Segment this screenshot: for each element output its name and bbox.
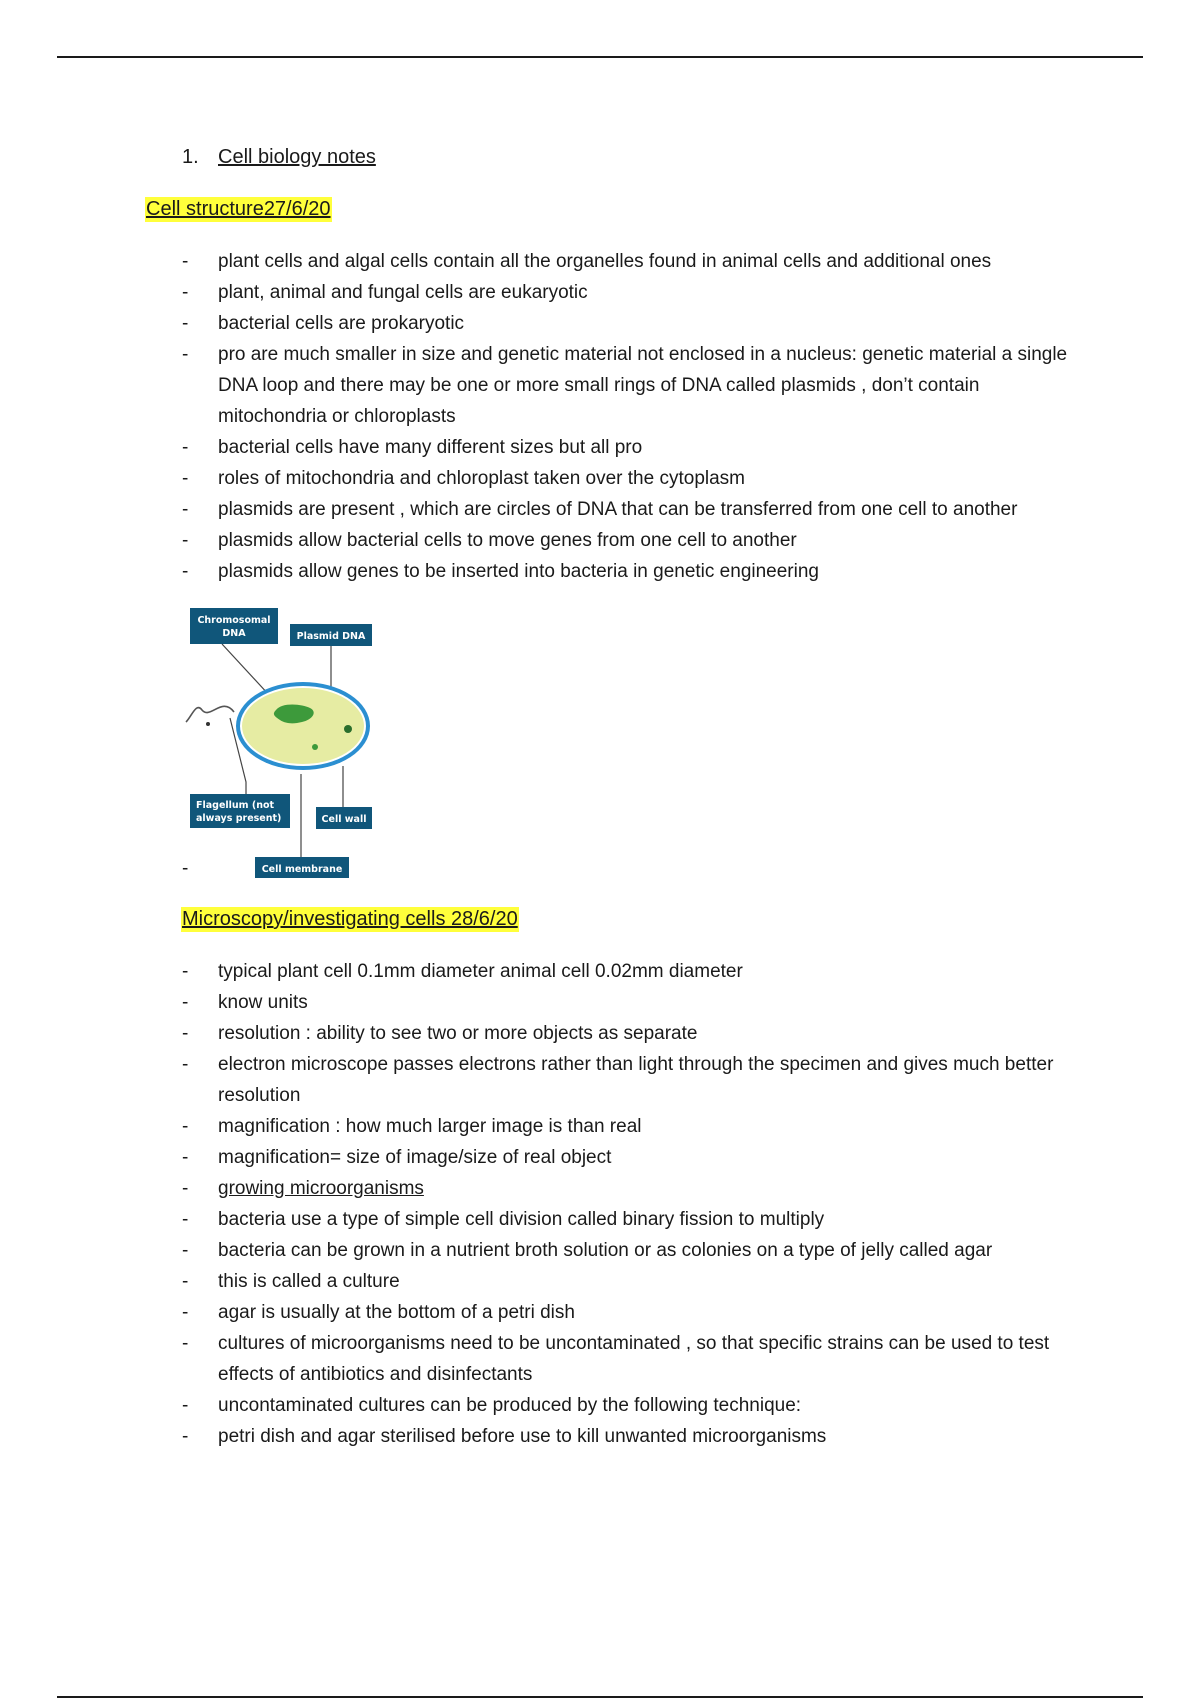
label-plasmid-dna: Plasmid DNA — [296, 631, 366, 642]
list-item — [182, 556, 1082, 587]
bullet-dash: - — [182, 344, 189, 365]
list-item-text: plant, animal and fungal cells are eukaryotic — [218, 282, 588, 303]
cell-structure-list — [182, 246, 1082, 587]
list-item-text: this is called a culture — [218, 1271, 400, 1292]
list-item-text: growing microorganisms — [218, 1178, 424, 1199]
list-item — [182, 1111, 1082, 1142]
list-item-text: petri dish and agar sterilised before use to kill unwanted microorganisms — [218, 1426, 827, 1447]
list-item-text: electron microscope passes electrons rather than light through the specimen and gives much better resolution — [218, 1054, 1054, 1106]
list-item-text: magnification : how much larger image is than real — [218, 1116, 642, 1137]
list-item — [182, 1049, 1082, 1111]
list-item-text: plasmids allow bacterial cells to move genes from one cell to another — [218, 530, 797, 551]
bullet-dash: - — [182, 1023, 189, 1044]
ribosome-dot — [312, 744, 318, 750]
bullet-dash: - — [182, 1395, 189, 1416]
list-item-text: resolution : ability to see two or more objects as separate — [218, 1023, 698, 1044]
list-item — [182, 1204, 1082, 1235]
flagellum-shape — [186, 706, 234, 722]
list-item-text: pro are much smaller in size and genetic material not enclosed in a nucleus: genetic material a single DNA loop and there may be one or more small rings of DNA called plasmids , don’t contain mitochondria or chloroplasts — [218, 344, 1068, 427]
label-chromosomal-dna-line2: DNA — [222, 628, 246, 639]
bullet-dash: - — [182, 1054, 189, 1075]
bullet-dash: - — [182, 437, 189, 458]
section-title-microscopy: Microscopy/investigating cells 28/6/20 — [182, 908, 518, 930]
list-item — [182, 494, 1082, 525]
list-item-text: agar is usually at the bottom of a petri dish — [218, 1302, 575, 1323]
list-item — [182, 1297, 1082, 1328]
bacterial-cell-diagram — [182, 606, 382, 882]
list-item — [182, 956, 1082, 987]
list-item-text: typical plant cell 0.1mm diameter animal cell 0.02mm diameter — [218, 961, 743, 982]
list-item — [182, 308, 1082, 339]
list-item-text: know units — [218, 992, 308, 1013]
list-item-text: roles of mitochondria and chloroplast taken over the cytoplasm — [218, 468, 745, 489]
bullet-dash: - — [182, 961, 189, 982]
label-cell-wall: Cell wall — [321, 814, 367, 825]
section-title-cell-structure: Cell structure27/6/20 — [146, 198, 331, 220]
list-item-text: plasmids allow genes to be inserted into bacteria in genetic engineering — [218, 561, 819, 582]
bullet-dash: - — [182, 1333, 189, 1354]
list-item-text: bacterial cells are prokaryotic — [218, 313, 465, 334]
page-top-rule — [57, 56, 1143, 58]
list-item-text: bacterial cells have many different sizes but all pro — [218, 437, 643, 458]
list-item — [182, 1390, 1082, 1421]
chromosomal-dna-leader — [222, 644, 270, 696]
page-heading: Cell biology notes — [218, 146, 376, 168]
bullet-dash: - — [182, 1147, 189, 1168]
bullet-dash: - — [182, 1271, 189, 1292]
bullet-dash: - — [182, 1302, 189, 1323]
plasmid-shape — [344, 725, 352, 733]
microscopy-list — [182, 956, 1082, 1452]
list-item-text: bacteria use a type of simple cell division called binary fission to multiply — [218, 1209, 825, 1230]
list-item-text: cultures of microorganisms need to be uncontaminated , so that specific strains can be used to test effects of antibiotics and disinfectants — [218, 1333, 1050, 1385]
bullet-dash: - — [182, 992, 189, 1013]
bullet-dash: - — [182, 1116, 189, 1137]
list-item — [182, 1421, 1082, 1452]
label-chromosomal-dna-line1: Chromosomal — [197, 615, 271, 626]
bullet-dash: - — [182, 530, 189, 551]
bullet-dash: - — [182, 561, 189, 582]
list-item — [182, 339, 1082, 432]
list-item — [182, 277, 1082, 308]
list-item — [182, 1173, 1082, 1204]
list-item — [182, 525, 1082, 556]
flagellum-dot — [206, 722, 210, 726]
label-cell-membrane: Cell membrane — [261, 864, 343, 875]
bullet-dash: - — [182, 1178, 189, 1199]
list-item — [182, 1235, 1082, 1266]
list-item-text: uncontaminated cultures can be produced by the following technique: — [218, 1395, 802, 1416]
bullet-dash: - — [182, 499, 189, 520]
list-item-text: plasmids are present , which are circles of DNA that can be transferred from one cell to another — [218, 499, 1018, 520]
bullet-dash: - — [182, 282, 189, 303]
list-item — [182, 1142, 1082, 1173]
list-item-text: bacteria can be grown in a nutrient broth solution or as colonies on a type of jelly called agar — [218, 1240, 993, 1261]
diagram-bullet-dash: - — [182, 858, 189, 879]
label-flagellum-line2: always present) — [196, 813, 282, 824]
bullet-dash: - — [182, 313, 189, 334]
bullet-dash: - — [182, 1240, 189, 1261]
list-item — [182, 463, 1082, 494]
list-item — [182, 987, 1082, 1018]
list-item — [182, 1266, 1082, 1297]
list-item — [182, 246, 1082, 277]
bullet-dash: - — [182, 468, 189, 489]
heading-number: 1. — [182, 146, 199, 168]
label-flagellum-line1: Flagellum (not — [196, 800, 275, 811]
list-item — [182, 1018, 1082, 1049]
list-item — [182, 432, 1082, 463]
list-item — [182, 1328, 1082, 1390]
bullet-dash: - — [182, 1209, 189, 1230]
page-bottom-rule — [57, 1696, 1143, 1698]
list-item-text: magnification= size of image/size of real object — [218, 1147, 612, 1168]
list-item-text: plant cells and algal cells contain all the organelles found in animal cells and additional ones — [218, 251, 992, 272]
bullet-dash: - — [182, 1426, 189, 1447]
bullet-dash: - — [182, 251, 189, 272]
